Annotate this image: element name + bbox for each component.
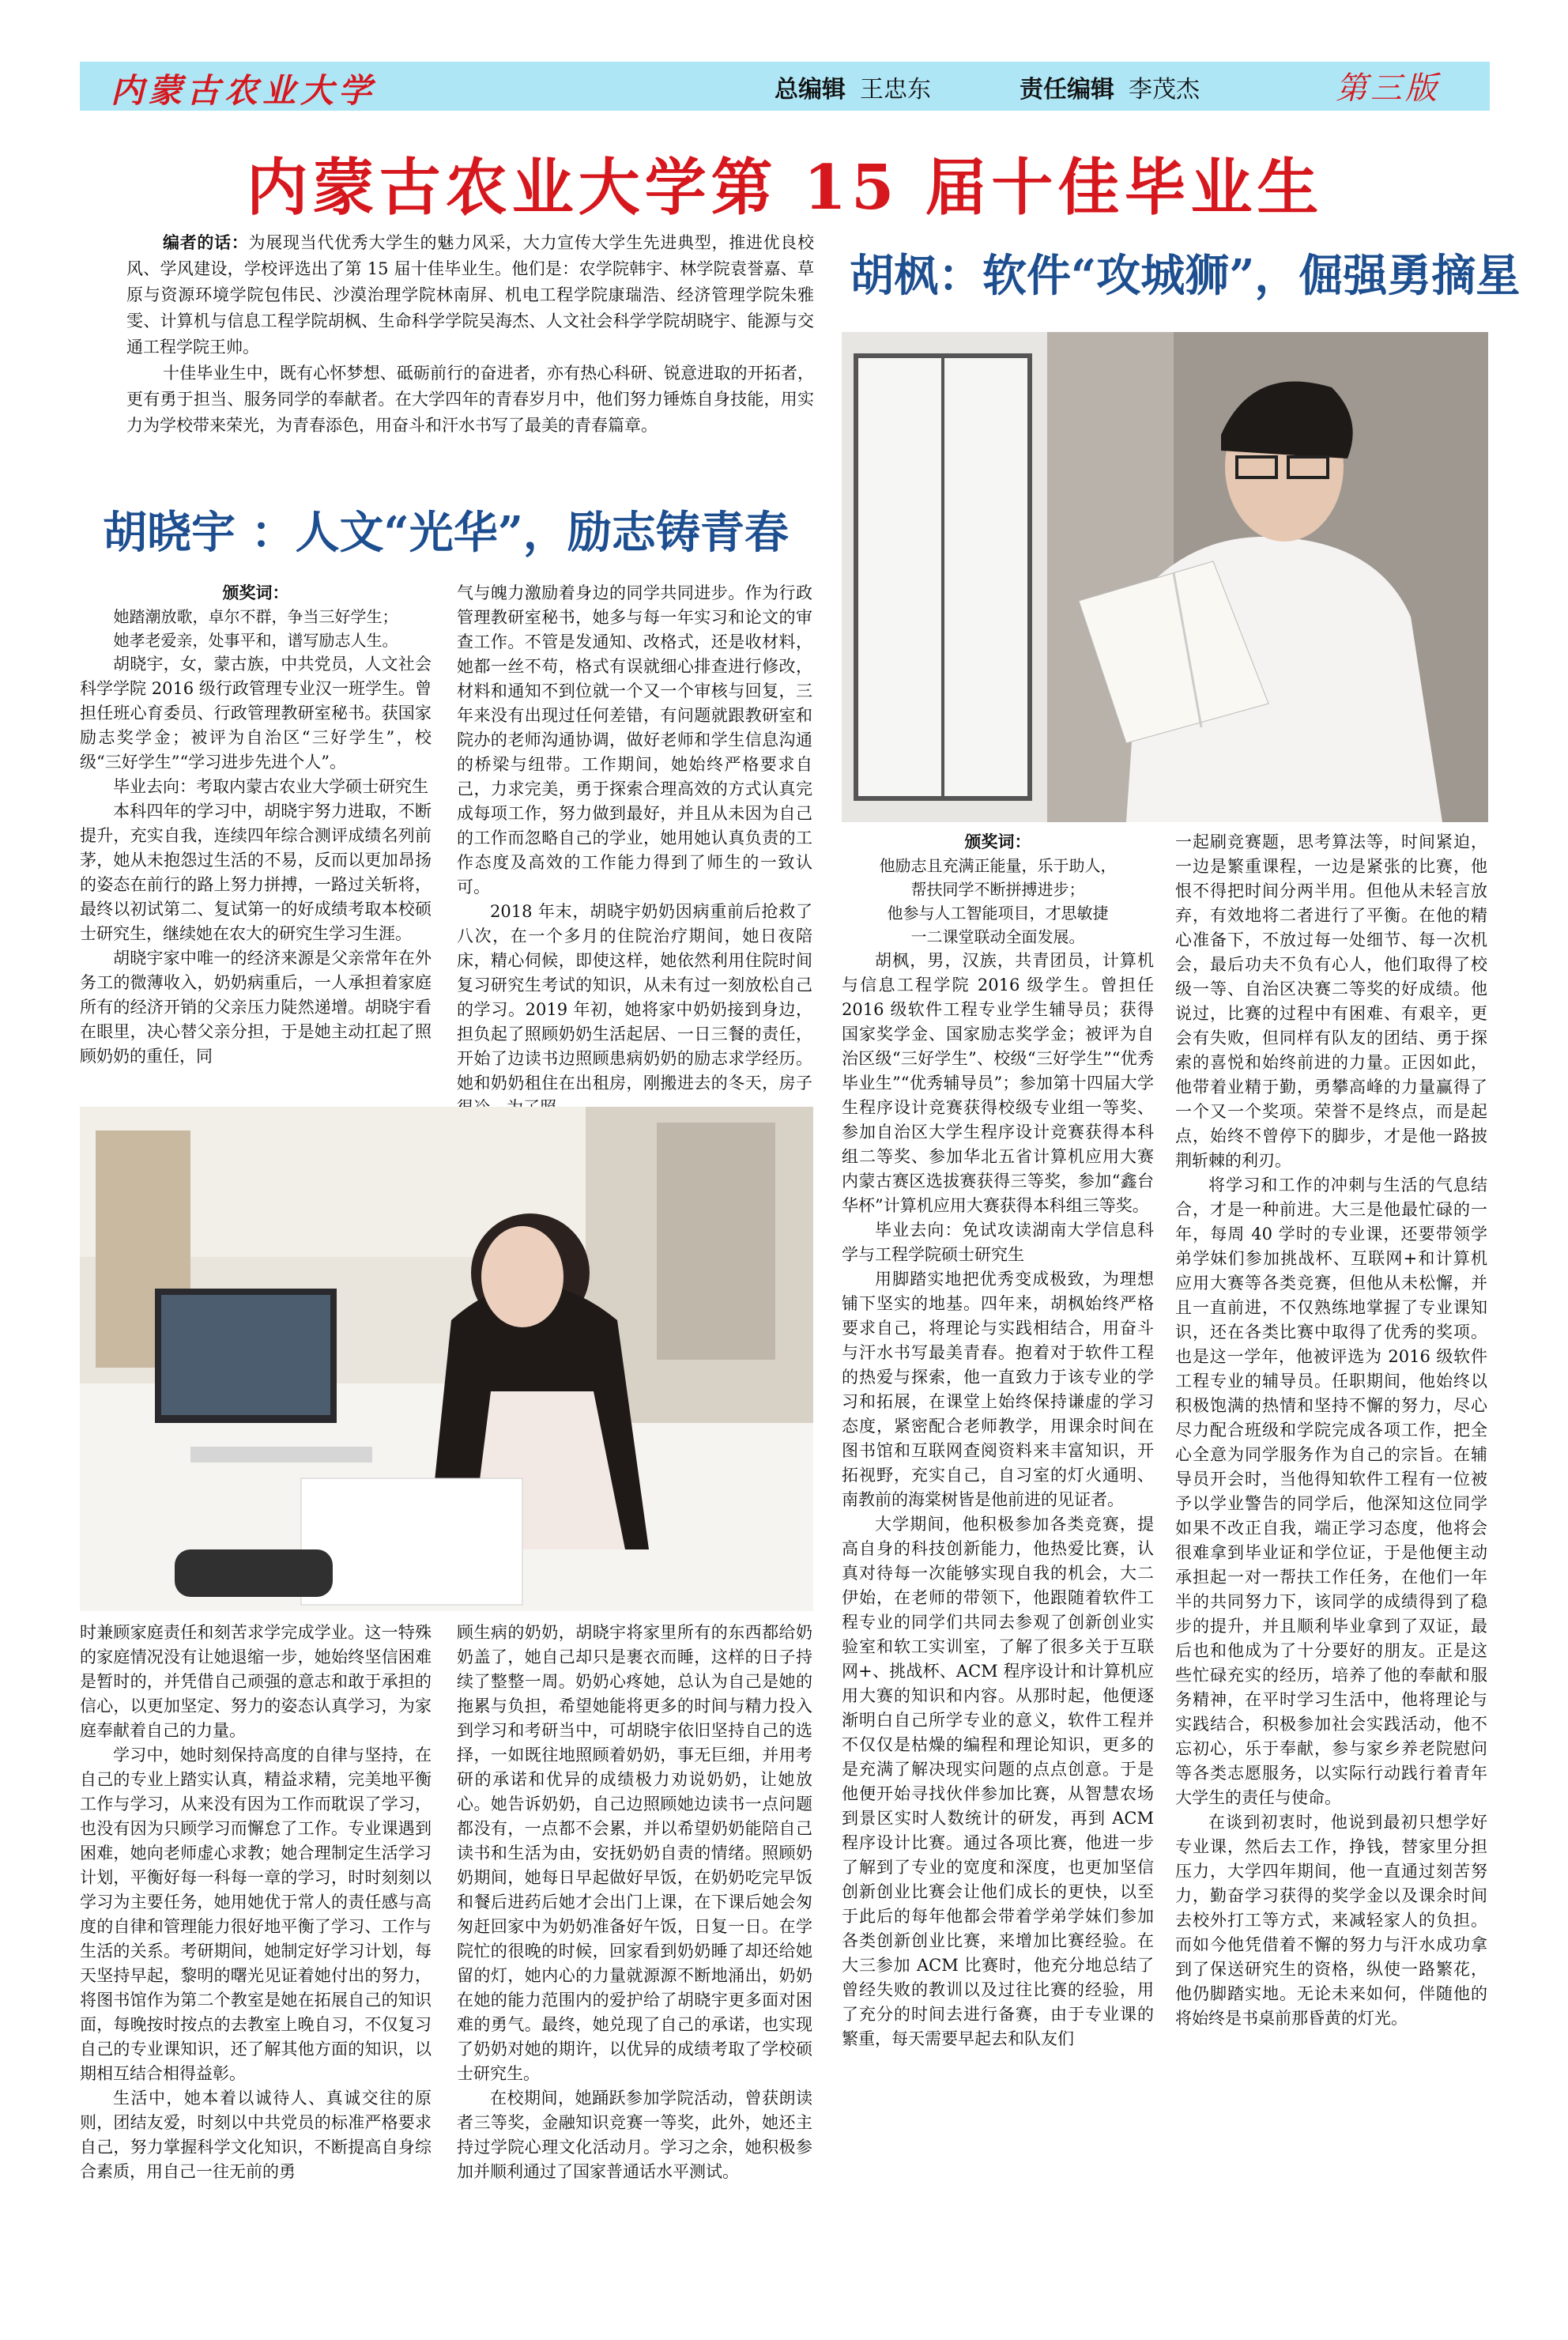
paragraph: 气与魄力激励着身边的同学共同进步。作为行政管理教研室秘书，她多与每一年实习和论文的审查工作。不管是发通知、改格式，还是收材料，她都一丝不苟，格式有误就细心排查进行修改，材料和通知不到位就一个又一个审核与回复，三年来没有出现过任何差错，有问题就跟教研室和院办的老师沟通协调，做好老师和学生信息沟通的桥梁与纽带。工作期间，她始终严格要求自己，力求完美，勇于探索合理高效的方式认真完成每项工作，努力做到最好，并且从未因为自己的工作而忽略自己的学业，她用她认真负责的工作态度及高效的工作能力得到了师生的一致认可。 (457, 583, 812, 896)
hu-xiaoyu-title: 胡晓宇 ：人文“光华”，励志铸青春 (103, 507, 789, 559)
paragraph: 本科四年的学习中，胡晓宇努力进取，不断提升，充实自我，连续四年综合测评成绩名列前茅，她从未抱怨过生活的不易，反而以更加昂扬的姿态在前行的路上努力拼搏，一路过关斩将，最终以初试第二、复试第一的好成绩考取本校硕士研究生，继续她在农大的研究生学习生涯。 (80, 802, 432, 943)
hu-feng-award-line: 他参与人工智能项目，才思敏捷 (887, 904, 1109, 923)
hu-feng-award-heading: 颁奖词： (964, 832, 1031, 851)
paragraph: 在校期间，她踊跃参加学院活动，曾获朗读者三等奖，金融知识竞赛一等奖，此外，她还主持过学院心理文化活动月。学习之余，她积极参加并顺利通过了国家普通话水平测试。 (457, 2089, 812, 2181)
hu-feng-award-line: 帮扶同学不断拼搏进步； (910, 880, 1085, 899)
hu-xiaoyu-award-line: 她踏潮放歌，卓尔不群，争当三好学生； (113, 607, 398, 626)
hu-feng-column-1 (842, 830, 1154, 2051)
hu-feng-column-2 (1175, 830, 1487, 2031)
hu-xiaoyu-photo (80, 1107, 813, 1611)
resp-editor-name: 李茂杰 (1129, 76, 1200, 104)
paragraph: 用脚踏实地把优秀变成极致，为理想铺下坚实的地基。四年来，胡枫始终严格要求自己，将理论与实践相结合，用奋斗与汗水书写最美青春。抱着对于软件工程的热爱与探索，他一直致力于该专业的学习和拓展，在课堂上始终保持谦虚的学习态度，紧密配合老师教学，用课余时间在图书馆和互联网查阅资料来丰富知识，开拓视野，充实自己，自习室的灯火通明、南教前的海棠树皆是他前进的见证者。 (842, 1270, 1154, 1509)
editor-note-p1-text: 为展现当代优秀大学生的魅力风采，大力宣传大学生先进典型，推进优良校风、学风建设，学校评选出了第 15 届十佳毕业生。他们是：农学院韩宇、林学院袁誉嘉、草原与资源环境学院包伟民、沙漠治理学院林南屏、机电工程学院康瑞浩、经济管理学院朱雅雯、计算机与信息工程学院胡枫、生命科学学院吴海杰、人文社会科学学院胡晓宇、能源与交通工程学院王帅。 (126, 233, 814, 357)
hu-xiaoyu-award-heading: 颁奖词： (222, 583, 289, 602)
hu-xiaoyu-award-line: 她孝老爱亲，处事平和，谱写励志人生。 (113, 631, 398, 650)
paragraph: 时兼顾家庭责任和刻苦求学完成学业。这一特殊的家庭情况没有让她退缩一步，她始终坚信困难是暂时的，并凭借自己顽强的意志和敢于承担的信心，以更加坚定、努力的姿态认真学习，为家庭奉献着自己的力量。 (80, 1623, 432, 1740)
editor-note-p2: 十佳毕业生中，既有心怀梦想、砥砺前行的奋进者，亦有热心科研、锐意进取的开拓者，更有勇于担当、服务同学的奉献者。在大学四年的青春岁月中，他们努力锤炼自身技能，用实力为学校带来荣光，为青春添色，用奋斗和汗水书写了最美的青春篇章。 (126, 364, 814, 435)
hu-feng-award-line: 他励志且充满正能量，乐于助人， (879, 856, 1117, 875)
editor-note (126, 229, 814, 439)
page-title: 内蒙古农业大学第 15 届十佳毕业生 (246, 152, 1324, 224)
paragraph: 胡枫，男，汉族，共青团员，计算机与信息工程学院 2016 级学生。曾担任 2016 级软件工程专业学生辅导员；获得国家奖学金、国家励志奖学金；被评为自治区级“三好学生”、校级“三好学生”“优秀毕业生”“优秀辅导员”；参加第十四届大学生程序设计竞赛获得校级专业组一等奖、参加自治区大学生程序设计竞赛获得本科组二等奖、参加华北五省计算机应用大赛内蒙古赛区选拔赛获得三等奖，参加“鑫台华杯”计算机应用大赛获得本科组三等奖。 (842, 951, 1154, 1215)
paragraph: 顾生病的奶奶，胡晓宇将家里所有的东西都给奶奶盖了，她自己却只是裹衣而睡，这样的日子持续了整整一周。奶奶心疼她，总认为自己是她的拖累与负担，希望她能将更多的时间与精力投入到学习和考研当中，可胡晓宇依旧坚持自己的选择，一如既往地照顾着奶奶，事无巨细，并用考研的承诺和优异的成绩极力劝说奶奶，让她放心。她告诉奶奶，自己边照顾她边读书一点问题都没有，一点都不会累，并以希望奶奶能陪自己读书和生活为由，安抚奶奶自责的情绪。照顾奶奶期间，她每日早起做好早饭，在奶奶吃完早饭和餐后进药后她才会出门上课，在下课后她会匆匆赶回家中为奶奶准备好午饭，日复一日。在学院忙的很晚的时候，回家看到奶奶睡了却还给她留的灯，她内心的力量就源源不断地涌出，奶奶在她的能力范围内的爱护给了胡晓宇更多面对困难的勇气。最终，她兑现了自己的承诺，也实现了奶奶对她的期许，以优异的成绩考取了学校硕士研究生。 (457, 1623, 812, 2083)
chief-editor-label: 总编辑 (775, 76, 846, 104)
hu-xiaoyu-column-2b (457, 1621, 812, 2184)
page-number: 第三版 (1336, 70, 1440, 107)
editor-note-p1 (126, 229, 814, 360)
paragraph: 胡晓宇，女，蒙古族，中共党员，人文社会科学学院 2016 级行政管理专业汉一班学生。曾担任班心育委员、行政管理教研室秘书。获国家励志奖学金；被评为自治区“三好学生”，校级“三好学生”“学习进步先进个人”。 (80, 655, 432, 772)
paragraph: 将学习和工作的冲刺与生活的气息结合，才是一种前进。大三是他最忙碌的一年，每周 40 学时的专业课，还要带领学弟学妹们参加挑战杯、互联网+和计算机应用大赛等各类竞赛，但他从未松懈，并且一直前进，不仅熟练地掌握了专业课知识，还在各类比赛中取得了优秀的奖项。也是这一学年，他被评选为 2016 级软件工程专业的辅导员。任职期间，他始终以积极饱满的热情和坚持不懈的努力，尽心尽力配合班级和学院完成各项工作，把全心全意为同学服务作为自己的宗旨。在辅导员开会时，当他得知软件工程有一位被予以学业警告的同学后，他深知这位同学如果不改正自我，端正学习态度，他将会很难拿到毕业证和学位证，于是他便主动承担起一对一帮扶工作任务，在他们一年半的共同努力下，该同学的成绩得到了稳步的提升，并且顺利毕业拿到了双证，最后也和他成为了十分要好的朋友。正是这些忙碌充实的经历，培养了他的奉献和服务精神，在平时学习生活中，他将理论与实践结合，积极参加社会实践活动，他不忘初心，乐于奉献，参与家乡养老院慰问等各类志愿服务，以实际行动践行着青年大学生的责任与使命。 (1175, 1176, 1487, 1807)
hu-feng-photo-illustration (842, 332, 1488, 822)
hu-xiaoyu-photo-illustration (80, 1107, 813, 1611)
paragraph: 毕业去向：免试攻读湖南大学信息科学与工程学院硕士研究生 (842, 1221, 1154, 1264)
chief-editor-name: 王忠东 (860, 76, 931, 104)
paragraph: 一起刷竞赛题，思考算法等，时间紧迫，一边是繁重课程，一边是紧张的比赛，他恨不得把时间分两半用。但他从未轻言放弃，有效地将二者进行了平衡。在他的精心准备下，不放过每一处细节、每一次机会，最后功夫不负有心人，他们取得了校级一等、自治区决赛二等奖的好成绩。他说过，比赛的过程中有困难、有艰辛，更会有失败，但同样有队友的团结、勇于探索的喜悦和始终前进的力量。正因如此，他带着业精于勤，勇攀高峰的力量赢得了一个又一个奖项。荣誉不是终点，而是起点，始终不曾停下的脚步，才是他一路披荆斩棘的利刃。 (1175, 832, 1487, 1170)
paragraph: 胡晓宇家中唯一的经济来源是父亲常年在外务工的微薄收入，奶奶病重后，一人承担着家庭所有的经济开销的父亲压力陡然递增。胡晓宇看在眼里，决心替父亲分担，于是她主动扛起了照顾奶奶的重任，同 (80, 949, 432, 1066)
paragraph: 2018 年末，胡晓宇奶奶因病重前后抢救了八次，在一个多月的住院治疗期间，她日夜陪床，精心伺候，即使这样，她依然利用住院时间复习研究生考试的知识，从未有过一刻放松自己的学习。2019 年初，她将家中奶奶接到身边，担负起了照顾奶奶生活起居、一日三餐的责任，开始了边读书边照顾患病奶奶的励志求学经历。她和奶奶租住在出租房，刚搬进去的冬天，房子 (457, 902, 812, 1093)
hu-feng-photo (842, 332, 1488, 822)
hu-xiaoyu-column-2a (457, 581, 812, 1120)
editor-note-lead: 编者的话： (163, 232, 249, 252)
paragraph: 毕业去向：考取内蒙古农业大学硕士研究生 (113, 777, 428, 796)
chief-editor (775, 70, 931, 104)
hu-feng-title: 胡枫：软件“攻城狮”，倔强勇摘星 (850, 250, 1521, 302)
paragraph: 在谈到初衷时，他说到最初只想学好专业课，然后去工作，挣钱，替家里分担压力，大学四年期间，他一直通过刻苦努力，勤奋学习获得的奖学金以及课余时间去校外打工等方式，来减轻家人的负担。而如今他凭借着不懈的努力与汗水成功拿到了保送研究生的资格，纵使一路繁花，他仍脚踏实地。无论未来如何，伴随他的将始终是书桌前那昏黄的灯光。 (1175, 1813, 1487, 2028)
hu-feng-award-line: 一二课堂联动全面发展。 (910, 927, 1085, 946)
resp-editor-label: 责任编辑 (1020, 76, 1114, 104)
hu-xiaoyu-column-1b (80, 1621, 432, 2184)
hu-xiaoyu-column-1a (80, 581, 432, 1069)
paragraph: 大学期间，他积极参加各类竞赛，提高自身的科技创新能力，他热爱比赛，认真对待每一次能够实现自我的机会，大二伊始，在老师的带领下，他跟随着软件工程专业的同学们共同去参观了创新创业实验室和软工实训室，了解了很多关于互联网+、挑战杯、ACM 程序设计和计算机应用大赛的知识和内容。从那时起，他便逐渐明白自己所学专业的意义，软件工程并不仅仅是枯燥的编程和理论知识，更多的是充满了解决现实问题的点点创意。于是他便开始寻找伙伴参加比赛，从智慧农场到景区实时人数统计的研发，再到 ACM 程序设计比赛。通过各项比赛，他进一步了解到了专业的宽度和深度，也更加坚信创新创业比赛会让他们成长的更快，以至于此后的每年他都会带着学弟学妹们参加各类创新创业比赛，来增加比赛经验。在大三参加 ACM 比赛时，他充分地总结了曾经失败的教训以及过往比赛的经验，用了充分的时间去进行备赛，由于专业课的繁重，每天需要早起去和队友们 (842, 1515, 1154, 2048)
paragraph: 学习中，她时刻保持高度的自律与坚持，在自己的专业上踏实认真，精益求精，完美地平衡工作与学习，从来没有因为工作而耽误了学习，也没有因为只顾学习而懈怠了工作。专业课遇到困难，她向老师虚心求教；她合理制定生活学习计划，平衡好每一科每一章的学习，时时刻刻以学习为主要任务，她用她优于常人的责任感与高度的自律和管理能力很好地平衡了学习、工作与生活的关系。考研期间，她制定好学习计划，每天坚持早起，黎明的曙光见证着她付出的努力，将图书馆作为第二个教室是她在拓展自己的知识面，每晚按时按点的去教室上晚自习，不仅复习自己的专业课知识，还了解其他方面的知识，以期相互结合相得益彰。 (80, 1746, 432, 2083)
responsible-editor (1020, 70, 1200, 104)
paper-name: 内蒙古农业大学 (111, 71, 377, 110)
paragraph: 生活中，她本着以诚待人、真诚交往的原则，团结友爱，时刻以中共党员的标准严格要求自己，努力掌握科学文化知识，不断提高自身综合素质，用自己一往无前的勇 (80, 2089, 432, 2181)
